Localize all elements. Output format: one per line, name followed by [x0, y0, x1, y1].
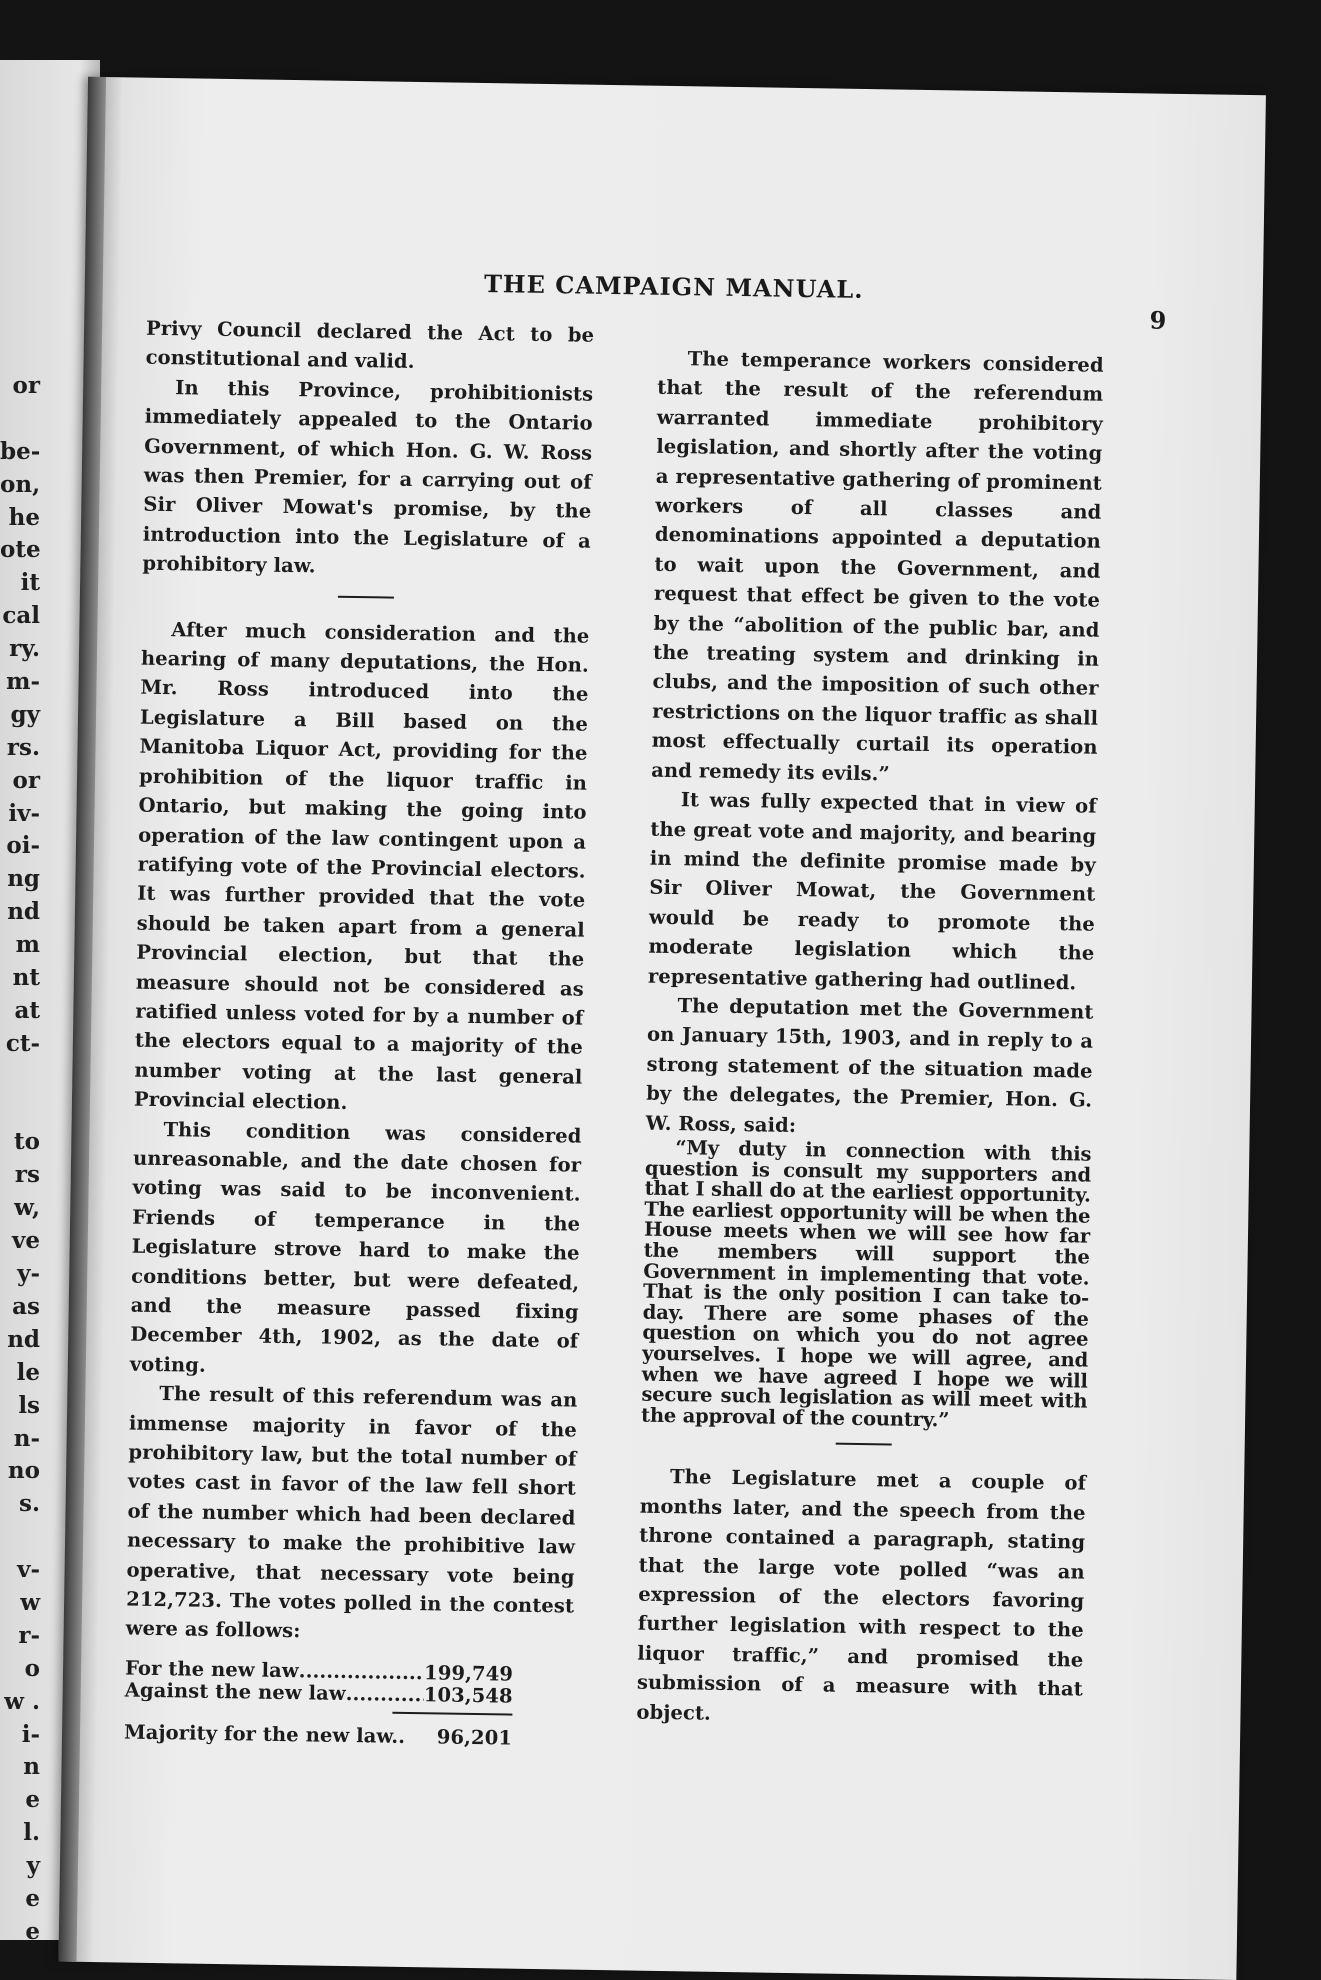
previous-page-fragment: [0, 1094, 40, 1127]
previous-page-fragment: ve: [12, 1227, 40, 1255]
previous-page-fragment: be-: [0, 437, 41, 465]
paragraph: In this Province, prohibitionists immediately appealed to the Ontario Government, of which Hon. G. W. Ross was then Premier, for a carrying out of Sir Oliver Mowat's promise, by the introduction into the Legislature of a prohibitory law.: [142, 375, 594, 578]
previous-page-fragment: w: [20, 1588, 40, 1616]
previous-page-fragment: ry.: [9, 635, 40, 663]
tally-value: 199,749: [423, 1661, 514, 1686]
tally-label: Majority for the new law..: [123, 1720, 406, 1748]
previous-page-fragment: l.: [23, 1819, 40, 1847]
previous-page-fragment: r-: [18, 1621, 40, 1649]
paragraph: This condition was considered unreasonable, and the date chosen for voting was said to be inconvenient. Friends of temperance in the Legislature strove hard to make the conditions better, but were defeated, and the measure passed fixing December 4th, 1902, as the date of voting.: [129, 1117, 582, 1377]
previous-page-fragment: he: [8, 503, 40, 531]
previous-page-fragment: nt: [12, 964, 40, 992]
sum-rule: [392, 1712, 512, 1716]
paragraph: It was fully expected that in view of the great vote and majority, and bearing in mind the definite promise made by Sir Oliver Mowat, the Government would be ready to promote the moderate legislation which the representative gathering had outlined.: [647, 788, 1097, 994]
previous-page-fragment: n-: [13, 1424, 40, 1452]
previous-page-fragment: to: [14, 1128, 40, 1156]
tally-label: Against the new law: [124, 1678, 346, 1705]
previous-page-fragment: e: [25, 1884, 40, 1912]
previous-page-fragment: ct-: [5, 1029, 40, 1057]
running-head: THE CAMPAIGN MANUAL.: [483, 268, 864, 304]
tally-label: For the new law: [124, 1656, 299, 1683]
previous-page-fragment: v-: [17, 1556, 40, 1584]
previous-page-fragment: w .: [4, 1687, 40, 1715]
previous-page-fragment: y: [26, 1852, 40, 1880]
paragraph: After much consideration and the hearing of many deputations, the Hon. Mr. Ross introduced into the Legislature a Bill based on the Manitoba Liquor Act, providing for the prohibition of the liquor traffic in Ontario, but making the going into operation of the law contingent upon a ratifying vote of the Provincial electors. It was further provided that the vote should be taken apart from a general Provincial election, but that the measure should not be considered as ratified unless voted for by a number of the electors equal to a majority of the number voting at the last general Provincial election.: [133, 617, 590, 1115]
page-number: 9: [1149, 305, 1167, 335]
previous-page-fragment: at: [14, 996, 40, 1024]
paragraph: Privy Council declared the Act to be constitutional and valid.: [145, 316, 595, 374]
left-column: [124, 314, 594, 1751]
previous-page-fragment: i-: [21, 1720, 40, 1748]
leader-dots: [299, 1660, 425, 1684]
tally-value: 103,548: [423, 1683, 513, 1708]
previous-page-fragment: e: [25, 1917, 40, 1940]
previous-page-fragment: ng: [7, 865, 40, 893]
section-divider: [836, 1443, 892, 1446]
previous-page-fragment: ote: [0, 536, 41, 564]
previous-page-fragment: m-: [6, 668, 40, 696]
tally-row-majority: [124, 1721, 572, 1750]
previous-page-fragment: iv-: [8, 799, 40, 827]
previous-page-fragment: or: [12, 766, 40, 794]
paragraph: The result of this referendum was an immense majority in favor of the prohibitory law, but the total number of votes cast in favor of the law fell short of the number which had been declared necessary to make the prohibitive law operative, that necessary vote being 212,723. The votes polled in the contest were as follows:: [125, 1382, 578, 1643]
paragraph: The Legislature met a couple of months later, and the speech from the throne contained a paragraph, stating that the large vote polled “was an expression of the electors favoring further legislation with respect to the liquor traffic,” and promised the submission of a measure with that object.: [636, 1465, 1087, 1725]
right-column: [636, 344, 1104, 1734]
previous-page-fragment: nd: [7, 898, 40, 926]
previous-page-fragment: on,: [0, 470, 41, 498]
section-divider: [338, 595, 394, 598]
previous-page-fragment: [0, 1521, 40, 1554]
previous-page-fragment: ls: [18, 1391, 40, 1419]
previous-page-fragment: s.: [19, 1490, 40, 1518]
previous-page-fragment: le: [16, 1358, 40, 1386]
previous-page-fragment: e: [25, 1786, 40, 1814]
previous-page-fragment: no: [7, 1457, 40, 1485]
book-page: [58, 77, 1265, 1980]
previous-page-fragment: gy: [10, 700, 40, 728]
tally-value: 96,201: [436, 1725, 513, 1750]
vote-tally: [124, 1657, 573, 1750]
previous-page-fragment: [0, 1061, 40, 1094]
previous-page-fragment: rs.: [6, 733, 40, 761]
leader-dots: [346, 1683, 424, 1706]
previous-page-fragment: n: [23, 1753, 40, 1781]
previous-page-fragment: w,: [14, 1194, 40, 1222]
previous-page-fragment: oi-: [6, 832, 40, 860]
previous-page-fragment: [0, 403, 40, 436]
paragraph: The temperance workers considered that the result of the referendum warranted immediate prohibitory legislation, and shortly after the voting a representative gathering of prominent workers of all classes and denominations appointed a deputation to wait upon the Government, and request that effect be given to the vote by the “abolition of the public bar, and the treating system and drinking in clubs, and the imposition of such other restrictions on the liquor traffic as shall most effectually curtail its operation and remedy its evils.”: [651, 347, 1104, 786]
tally-row-against: [125, 1679, 573, 1708]
previous-page-text-fragments: [0, 370, 40, 1940]
previous-page-fragment: or: [12, 372, 40, 399]
previous-page-fragment: o: [24, 1654, 40, 1682]
previous-page-fragment: rs: [14, 1161, 40, 1189]
paragraph: The deputation met the Government on January 15th, 1903, and in reply to a strong statement of the situation made by the delegates, the Premier, Hon. G. W. Ross, said:: [645, 994, 1094, 1137]
previous-page-fragment: y-: [17, 1260, 40, 1288]
previous-page-fragment: as: [12, 1292, 40, 1320]
previous-page-fragment: cal: [2, 602, 40, 630]
previous-page-fragment: m: [15, 931, 40, 959]
previous-page-fragment: it: [20, 569, 40, 597]
previous-page-fragment: nd: [7, 1325, 40, 1353]
quotation: “My duty in connection with this question is consult my supporters and that I shall do at the earliest opportunity. The earliest opportunity will be when the House meets when we will see how far the members will support the Government in implementing that vote. That is the only position I can take to-day. There are some phases of the question on which you do not agree yourselves. I hope we will agree, and when we have agreed I hope we will secure such legislation as will meet with the approval of the country.”: [640, 1136, 1092, 1432]
